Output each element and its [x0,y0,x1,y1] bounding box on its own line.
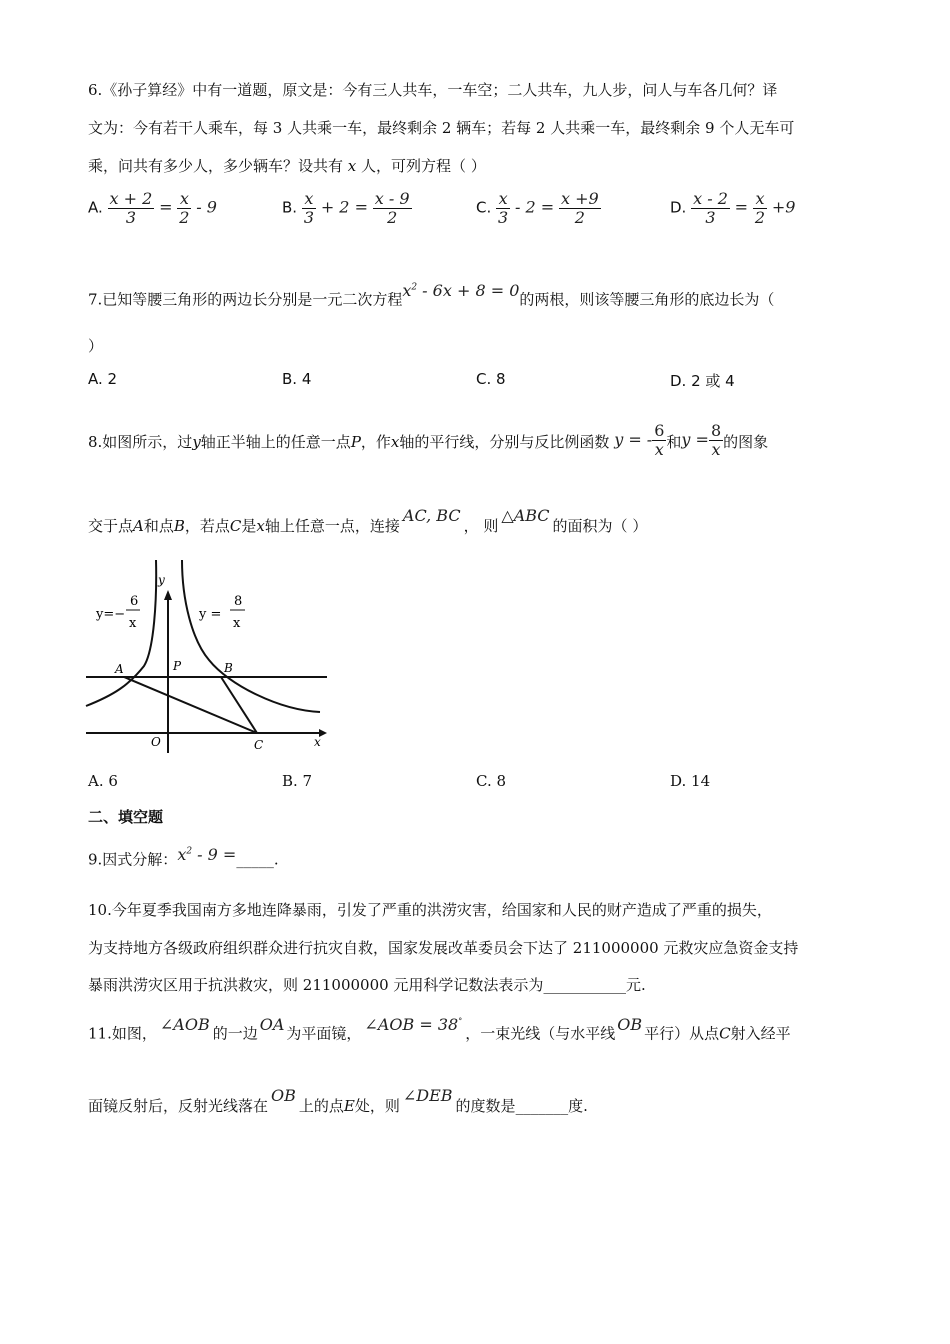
q10-line3 [88,975,646,995]
q6-option-d-tail: +9 [771,197,796,217]
q8-triangle: △ABC [501,506,550,525]
q7-text-post: 的两根，则该等腰三角形的底边长为（ [519,290,775,309]
den: 3 [303,208,315,227]
den: 3 [125,208,137,227]
q6-text-3b: 人，可列方程（ ） [361,157,486,175]
q6-option-d[interactable] [670,190,795,227]
q10-text-2: 为支持地方各级政府组织群众进行抗灾自救，国家发展改革委员会下达了 211000000 元救灾应急资金支持 [88,939,799,957]
q8-t1: 8.如图所示，过 [88,433,193,451]
q11-ob: OB [617,1015,643,1035]
q11-angle-eq-text: ∠AOB = 38 [364,1015,459,1035]
q6-text-2: 文为：今有若干人乘车，每 3 人共乘一车，最终剩余 2 辆车；若每 2 人共乘一车，最终剩余 9 个人无车可 [88,119,795,137]
den: 3 [498,208,509,227]
q8-t3: ，作 [360,433,391,451]
q8-B: B [173,517,185,535]
q8-l2-3: ，若点 [184,517,230,535]
num: x [177,190,191,209]
q8-func1 [614,421,666,459]
num: x [753,190,767,209]
q11-l2-4: 的度数是 [455,1097,516,1115]
num: x [302,190,316,209]
q11-angle-aob: ∠AOB [159,1015,210,1035]
q6-option-b-rfrac [373,190,412,227]
q8-l2-5: 轴上任意一点，连接 [264,517,400,535]
q10-blank[interactable]: ___________ [543,976,626,994]
q6-option-c[interactable] [476,190,601,227]
q6-option-a-mid: = [159,197,173,217]
q8-f2-lhs: y = [681,430,709,449]
q6-text-3a: 乘，问共有多少人，多少辆车？设共有 [88,157,344,175]
q11-t2: 为平面镜， [286,1024,362,1043]
q6-option-a-rfrac [177,190,191,227]
num: x - 2 [693,189,728,208]
q8-ac-bc: AC, BC [402,506,461,525]
q6-option-d-rfrac [753,190,767,227]
q11-t1: 的一边 [212,1024,258,1043]
q9-blank[interactable]: _____ [236,850,274,869]
q10-line2 [88,938,798,958]
q6-option-a[interactable] [88,190,217,227]
left-hyperbola [86,560,156,706]
q11-oa: OA [259,1015,285,1035]
q6-line3 [88,156,486,176]
q11-angle-eq [361,1015,465,1034]
q11-l2-1: 面镜反射后，反射光线落在 [88,1097,269,1115]
num: x + 2 [109,189,153,208]
q6-option-b-mid: + 2 = [320,197,368,217]
q6-option-c-lfrac [496,190,510,227]
q11-pre: 11.如图， [88,1024,157,1043]
num: x - 9 [374,189,410,208]
q10-line1 [88,900,772,920]
q8-line2 [88,506,648,536]
q8-l2-7: 的面积为（ ） [552,517,648,535]
q8-l2-1: 交于点 [88,517,134,535]
label-a: A [115,662,124,676]
q6-option-d-label: D. [670,198,687,217]
q11-t3: ，一束光线（与水平线 [465,1024,616,1043]
q7-option-a[interactable]: A. 2 [88,370,118,388]
q6-text-1: 6.《孙子算经》中有一道题，原文是：今有三人共车，一车空；二人共车，九人步，问人与车各几何？译 [88,81,778,99]
den: x [654,440,664,459]
q7-option-b[interactable]: B. 4 [282,370,312,388]
q10-text-3b: 元. [625,976,646,994]
q7-equation [402,281,519,300]
segment-ac [124,677,257,733]
q8-option-a[interactable]: A. 6 [88,772,118,790]
q11-l2-2: 上的点 [298,1097,344,1115]
q6-option-a-tail: - 9 [196,197,217,217]
q8-l2-6: ， 则 [463,517,499,535]
den: 2 [179,208,190,227]
q8-f1-lhs: y = - [614,430,653,449]
q6-option-c-mid: - 2 = [515,197,555,217]
q6-option-c-label: C. [476,198,492,217]
q6-option-b[interactable] [282,190,412,227]
label-c: C [254,738,264,752]
q7-option-d[interactable]: D. 2 或 4 [670,372,735,390]
q8-func2 [681,421,723,459]
q7-option-c[interactable]: C. 8 [476,370,506,388]
q9-eq-sup: 2 [186,847,193,857]
q9-pre: 9.因式分解： [88,850,178,869]
den: 3 [705,208,716,227]
q10-text-1: 10.今年夏季我国南方多地连降暴雨，引发了严重的洪涝灾害，给国家和人民的财产造成了严重的损失， [88,901,772,919]
q8-C: C [229,517,242,535]
q8-and: 和 [666,433,682,451]
label-p: P [173,659,182,673]
left-function-num: 6 [130,594,139,609]
q8-x2: x [256,517,265,535]
q8-option-b[interactable]: B. 7 [282,772,313,790]
q9-eq-rest: - 9 = [192,845,237,865]
num: x [496,190,510,209]
left-function-label: y=− [96,607,126,622]
den: x [711,440,721,459]
num: x +9 [560,189,599,208]
q11-deg: ° [458,1017,463,1026]
q6-var-x: x [347,157,357,175]
q8-t2: 轴正半轴上的任意一点 [200,433,351,451]
q6-option-d-lfrac [691,190,730,227]
q6-option-b-lfrac [302,190,316,227]
label-b: B [224,661,233,675]
q6-line1 [88,80,777,100]
q9-end: . [273,850,279,869]
q7-eq-x: x [402,281,412,301]
right-function-den: x [233,616,241,631]
right-hyperbola [182,560,320,712]
q8-option-d[interactable]: D. 14 [670,772,711,790]
q8-P: P [350,433,361,451]
q7-line2 [88,336,103,356]
den: 2 [754,208,766,227]
q8-t5: 的图象 [723,433,769,451]
label-x: x [314,735,321,749]
q10-text-3a: 暴雨洪涝灾区用于抗洪救灾，则 211000000 元用科学记数法表示为 [88,976,544,994]
q11-e: E [343,1097,355,1115]
q8-y: y [192,433,201,451]
num: 8 [710,421,722,440]
q11-t5: 射入经平 [730,1024,791,1043]
q8-figure [84,560,329,760]
q6-option-c-rfrac [559,190,601,227]
q7-eq-rest: - 6x + 8 = 0 [417,281,520,301]
q9-equation [177,845,236,864]
den: 2 [574,208,585,227]
q8-x: x [390,433,400,451]
right-function-label: y = [199,607,222,622]
right-function-num: 8 [234,594,243,609]
q11-angle-deb: ∠DEB [402,1086,453,1105]
q7-text-close: ） [88,337,104,355]
label-y: y [158,573,165,587]
y-axis-arrow [164,590,172,600]
q6-option-a-lfrac [108,190,155,227]
num: 6 [654,421,665,440]
q7-line1 [88,281,775,309]
q8-t4: 轴的平行线，分别与反比例函数 [399,433,610,451]
q7-eq-sup: 2 [411,283,418,293]
q8-A: A [133,517,144,535]
q6-option-d-mid: = [734,197,749,217]
left-function-den: x [129,616,137,631]
q9-eq-x: x [177,845,187,865]
q8-f1-frac [652,422,666,459]
q11-blank[interactable]: _______ [515,1097,569,1115]
q6-option-b-label: B. [282,198,298,217]
q11-l2-5: 度. [568,1097,588,1115]
q8-l2-4: 是 [241,517,257,535]
q8-line1 [88,421,769,461]
q8-f2-frac [709,422,723,459]
q9-line [88,846,279,869]
label-origin: O [151,735,161,749]
q6-option-a-label: A. [88,198,103,217]
q11-t4: 平行）从点 [644,1024,720,1043]
q11-line1 [88,1015,791,1043]
q11-c: C [719,1024,731,1043]
q11-line2 [88,1086,588,1116]
q6-line2 [88,118,794,138]
q8-l2-2: 和点 [143,517,174,535]
den: 2 [387,208,398,227]
q11-ob2: OB [271,1086,296,1105]
section-heading: 二、填空题 [88,808,164,826]
q11-l2-3: 处，则 [354,1097,400,1115]
q8-option-c[interactable]: C. 8 [476,772,507,790]
q7-text-pre: 7.已知等腰三角形的两边长分别是一元二次方程 [88,290,403,309]
